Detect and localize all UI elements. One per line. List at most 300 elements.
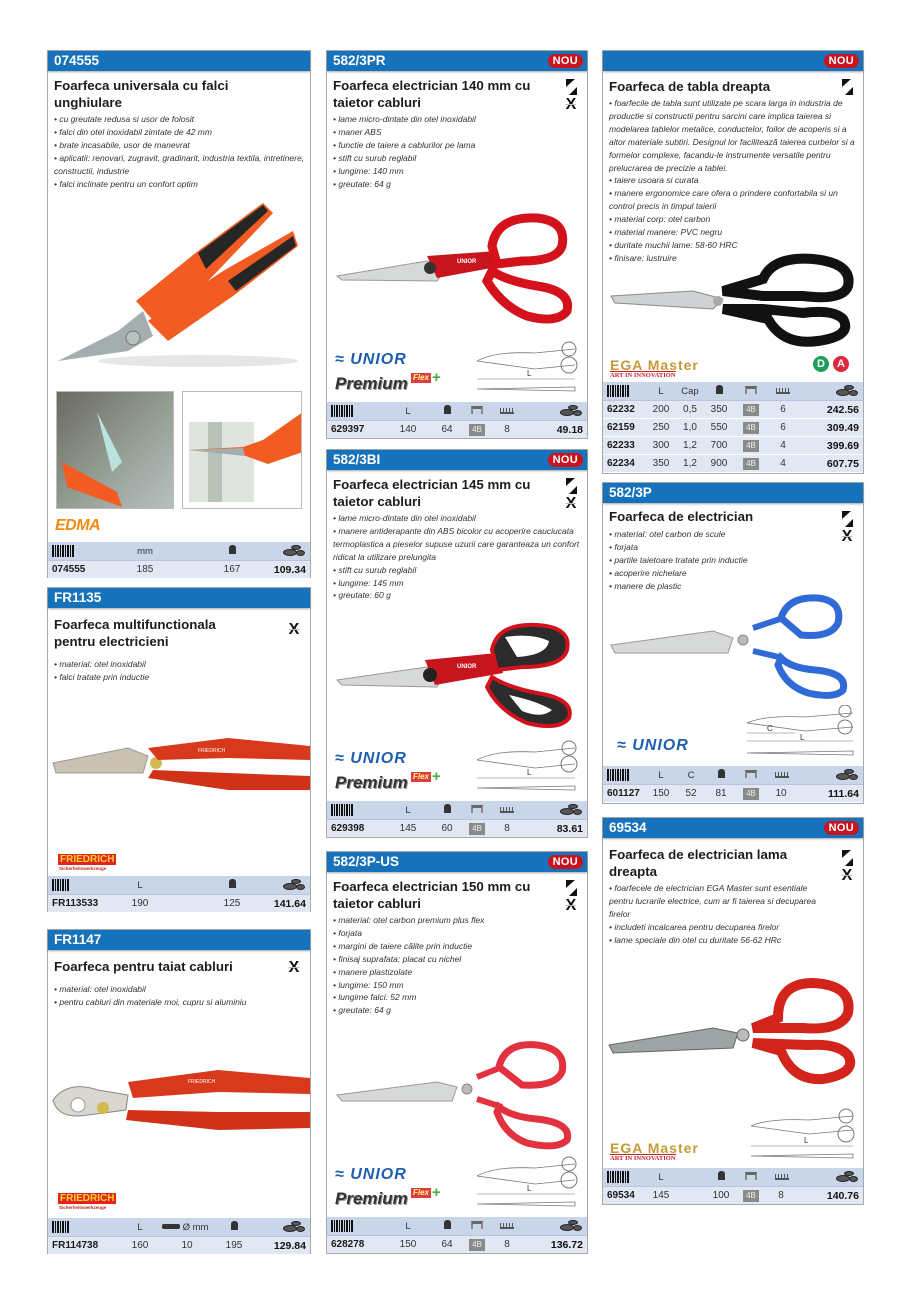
usage-photo-insulation <box>56 391 174 509</box>
product-title: Foarfeca electrician 145 mm cu taietor cabluri <box>333 477 531 509</box>
product-code-header <box>48 930 310 950</box>
feature-item: • forjata <box>333 927 362 938</box>
feature-item: • brate incasabile, usor de manevrat <box>54 139 190 150</box>
brand-logo-unior: ≈ UNIOR <box>617 737 689 754</box>
price-value: 129.84 <box>273 1239 306 1252</box>
feature-item: • includeti incalcarea pentru decuparea firelor <box>609 921 780 932</box>
length-value: 140 <box>399 424 417 435</box>
length-value: 250 <box>652 422 670 433</box>
feature-item: • foarfecile de tabla sunt utilizate pe scara larga in industria de productie si constructii pentru sarcini care implica taierea si modelarea tablelor metalice, conductelor, foilor de acoperis si a altor materiale subtiri. Designul lor faciliteazã taierea curbelor si a formelor complexe, facandu-le instrumente versatile pentru prelucrarea de precizie a tablei. <box>609 98 855 173</box>
product-code: 582/3P-US <box>333 854 400 869</box>
barcode-icon <box>331 1220 353 1232</box>
spec-table-row <box>48 1236 310 1254</box>
product-card-fr1135 <box>47 587 311 912</box>
barcode-icon <box>607 769 629 781</box>
product-image-scissors <box>48 718 310 828</box>
spec-icons <box>839 79 855 95</box>
package-value <box>467 823 487 835</box>
new-badge: NOU <box>824 54 859 68</box>
package-icon <box>469 1221 485 1232</box>
spec-table-row <box>327 1235 587 1253</box>
weight-icon <box>226 879 238 891</box>
feature-list <box>609 528 861 593</box>
dimension-diagram <box>749 1108 859 1163</box>
product-code: FR1135 <box>54 590 102 605</box>
package-value <box>741 1190 761 1202</box>
package-icon <box>743 770 759 781</box>
spec-icons <box>286 622 302 638</box>
weight-icon <box>228 1221 240 1233</box>
product-card-tabla-dreapta <box>602 50 864 474</box>
product-card-074555 <box>47 50 311 578</box>
product-card-69534 <box>602 817 864 1205</box>
package-badge: 4B <box>469 823 485 835</box>
weight-value: 350 <box>710 404 728 415</box>
feature-list <box>54 113 306 190</box>
feature-item: • stift cu surub reglabil <box>333 152 417 163</box>
capacity-value: 0,5 <box>683 404 697 415</box>
feature-item: • greutate: 64 g <box>333 1005 391 1016</box>
dimension-diagram <box>475 740 583 795</box>
feature-item: • pentru cabluri din materiale moi, cupru si aluminiu <box>54 996 247 1007</box>
svg-text:L: L <box>527 369 532 378</box>
article-code: 601127 <box>607 788 640 799</box>
feature-item: • partile taietoare tratate prin inductie <box>609 554 748 565</box>
product-image-tin-snips <box>603 251 863 351</box>
feature-item: • material: otel carbon de scule <box>609 529 726 539</box>
spec-table-row <box>603 454 863 472</box>
feature-item: • lungime falci: 52 mm <box>333 992 417 1003</box>
svg-text:L: L <box>527 768 532 777</box>
product-image-scissors <box>327 615 587 735</box>
price-icon <box>283 878 305 891</box>
weight-icon <box>713 385 725 397</box>
feature-list <box>333 512 585 602</box>
package-value <box>741 788 761 800</box>
brand-logo-edma: EDMA <box>55 517 101 534</box>
brand-tagline: Sicherheitswerkzeuge <box>59 1205 107 1210</box>
price-icon <box>836 1170 858 1183</box>
article-code: FR113533 <box>52 898 99 909</box>
feature-item: • lungime: 145 mm <box>333 577 404 588</box>
feature-item: • cu greutate redusa si usor de folosit <box>54 114 194 124</box>
cut-corner-icon <box>565 79 577 95</box>
weight-value: 550 <box>710 422 728 433</box>
weight-icon <box>715 769 727 781</box>
barcode-icon <box>607 385 629 397</box>
feature-list <box>333 113 585 190</box>
not-insulated-icon: X <box>565 495 577 512</box>
quantity-value: 4 <box>780 440 786 451</box>
article-code: 62233 <box>607 440 635 451</box>
product-card-582-3p <box>602 482 864 804</box>
weight-value: 900 <box>710 458 728 469</box>
product-code-header <box>603 483 863 503</box>
brand-name: UNIOR <box>350 1166 407 1183</box>
package-icon <box>469 406 485 417</box>
new-badge: NOU <box>824 821 859 835</box>
package-badge: 4B <box>743 788 759 800</box>
length-value: 350 <box>652 458 670 469</box>
quantity-value: 8 <box>504 424 510 435</box>
weight-icon <box>441 1220 453 1232</box>
package-badge: 4B <box>743 1190 759 1202</box>
feature-item: • material corp: otel carbon <box>609 214 711 225</box>
barcode-icon <box>52 879 70 891</box>
spec-table-row <box>603 1186 863 1204</box>
feature-item: • lame speciale din otel cu duritate 56-62 HRc <box>609 934 782 945</box>
feature-item: • duritate muchii lame: 58-60 HRC <box>609 239 738 250</box>
spec-table-header <box>48 542 310 560</box>
feature-item: • finisaj suprafata: placat cu nichel <box>333 953 462 964</box>
article-code: 62232 <box>607 404 635 415</box>
price-icon <box>560 803 582 816</box>
product-image-scissors <box>603 593 863 703</box>
feature-item: • lame micro-dintate din otel inoxidabil <box>333 114 476 124</box>
feature-item: • acoperire nichelare <box>609 567 687 578</box>
price-value: 242.56 <box>826 403 859 416</box>
package-badge: 4B <box>743 404 759 416</box>
feature-item: • falci tratate prin inductie <box>54 671 150 682</box>
svg-text:FRIEDRICH: FRIEDRICH <box>198 748 226 754</box>
feature-item: • material: otel carbon premium plus flex <box>333 915 485 925</box>
article-code: 629397 <box>331 424 365 435</box>
feature-item: • material: otel inoxidabil <box>54 984 146 994</box>
weight-icon <box>715 1171 727 1183</box>
package-value <box>741 440 761 452</box>
price-value: 141.64 <box>273 897 306 910</box>
dimension-diagram <box>475 1156 583 1211</box>
barcode-icon <box>331 405 353 417</box>
weight-value: 100 <box>712 1190 730 1201</box>
product-code: 582/3BI <box>333 452 381 467</box>
spec-table-row <box>603 418 863 436</box>
feature-list <box>609 97 861 265</box>
weight-icon <box>441 405 453 417</box>
cut-corner-icon <box>841 850 853 866</box>
weight-value: 64 <box>441 424 453 435</box>
product-title: Foarfeca de electrician <box>609 509 754 524</box>
barcode-icon <box>52 545 74 557</box>
c-value: 52 <box>685 788 697 799</box>
diameter-label: Ø mm <box>182 1221 209 1233</box>
diameter-value: 10 <box>181 1240 193 1251</box>
svg-text:FRIEDRICH: FRIEDRICH <box>188 1079 216 1085</box>
package-icon <box>743 1172 759 1183</box>
dimension-diagram <box>745 705 859 760</box>
product-code-header <box>603 51 863 71</box>
product-code: 69534 <box>609 820 647 835</box>
price-value: 49.18 <box>556 423 583 436</box>
usage-photo-profile <box>182 391 302 509</box>
spec-table-header <box>603 1168 863 1186</box>
new-badge: NOU <box>548 855 583 869</box>
feature-item: • manere ergonomice care ofera o prindere confortabila si un control precis in timpul taierii <box>609 188 838 212</box>
capacity-value: 1,2 <box>683 458 697 469</box>
spec-table-row <box>327 819 587 837</box>
brand-name: UNIOR <box>632 737 689 754</box>
spec-table-header <box>603 766 863 784</box>
price-icon <box>836 384 858 397</box>
plus-icon: + <box>432 1184 441 1201</box>
spec-table-header <box>327 1217 587 1235</box>
price-value: 140.76 <box>826 1189 859 1202</box>
length-value: 150 <box>652 788 670 799</box>
cut-corner-icon <box>841 79 853 95</box>
package-icon <box>743 386 759 397</box>
brand-logo-friedrich: FRIEDRICH <box>60 1193 115 1204</box>
length-column-header: L <box>658 385 664 397</box>
spec-icons <box>563 880 579 914</box>
quantity-icon <box>498 406 516 417</box>
feature-item: • foarfecele de electrician EGA Master sunt esentiale pentru lucrarile electrice, cum ar fi taierea si decuparea firelor <box>609 883 816 919</box>
product-code-header <box>603 818 863 838</box>
premium-flex-logo: Premium <box>335 773 408 792</box>
feature-item: • material: otel inoxidabil <box>54 659 146 669</box>
feature-item: • maner ABS <box>333 126 382 137</box>
product-image-scissors <box>327 206 587 336</box>
flex-badge: Flex <box>413 772 430 781</box>
brand-logo-unior: ≈ UNIOR <box>335 351 407 368</box>
feature-item: • functie de taiere a cablurilor pe lama <box>333 139 476 150</box>
package-badge: 4B <box>743 458 759 470</box>
quantity-icon <box>498 1221 516 1232</box>
length-value: 200 <box>652 404 670 415</box>
feature-item: • forjata <box>609 541 638 552</box>
length-value: 190 <box>131 898 149 909</box>
diameter-column-header <box>160 1222 210 1233</box>
package-value <box>467 424 487 436</box>
length-column-header: L <box>137 879 143 891</box>
cut-corner-icon <box>841 511 853 527</box>
flex-badge: Flex <box>413 373 430 382</box>
flex-badge: Flex <box>413 1188 430 1197</box>
brand-name: UNIOR <box>350 750 407 767</box>
quantity-value: 8 <box>778 1190 784 1201</box>
quantity-value: 4 <box>780 458 786 469</box>
not-insulated-icon: X <box>565 897 577 914</box>
feature-item: • stift cu surub reglabil <box>333 564 417 575</box>
spec-table-row <box>603 784 863 802</box>
svg-text:L: L <box>800 733 805 742</box>
product-image-scissors <box>603 973 863 1098</box>
premium-flex-logo: Premium <box>335 374 408 393</box>
brand-logo-unior: ≈ UNIOR <box>335 1166 407 1183</box>
product-code: 582/3P <box>609 485 652 500</box>
feature-list <box>54 658 306 684</box>
svg-text:L: L <box>804 1136 809 1145</box>
length-column-header: L <box>658 1171 664 1183</box>
spec-icons <box>286 960 302 976</box>
feature-item: • margini de taiere călite prin inductie <box>333 940 473 951</box>
length-value: 185 <box>136 564 154 575</box>
brand-tagline: ART IN INNOVATION <box>610 1155 676 1162</box>
not-insulated-icon: X <box>288 959 300 976</box>
cut-corner-icon <box>565 478 577 494</box>
spec-table-header <box>327 801 587 819</box>
price-value: 109.34 <box>273 563 306 576</box>
length-column-header: L <box>658 769 664 781</box>
feature-item: • manere plastizolate <box>333 966 413 977</box>
spec-table-row <box>603 400 863 418</box>
weight-value: 700 <box>710 440 728 451</box>
new-badge: NOU <box>548 453 583 467</box>
quantity-value: 6 <box>780 404 786 415</box>
product-code-header <box>327 450 587 470</box>
brand-logo-friedrich: FRIEDRICH <box>60 854 115 865</box>
package-value <box>741 422 761 434</box>
price-value: 83.61 <box>556 822 583 835</box>
svg-text:L: L <box>527 1184 532 1193</box>
product-card-582-3bi <box>326 449 588 838</box>
feature-item: • greutate: 60 g <box>333 590 391 601</box>
length-column-header: L <box>137 1221 143 1233</box>
product-image-cable-cutter <box>48 1050 310 1160</box>
package-value <box>741 458 761 470</box>
weight-value: 64 <box>441 1239 453 1250</box>
article-code: 074555 <box>52 564 86 575</box>
quantity-icon <box>773 1172 791 1183</box>
product-code: FR1147 <box>54 932 102 947</box>
article-code: 69534 <box>607 1190 635 1201</box>
c-column-header: C <box>687 769 695 781</box>
spec-table-header <box>48 876 310 894</box>
brand-tagline: Sicherheitswerkzeuge <box>59 866 107 871</box>
product-code-header <box>327 51 587 71</box>
weight-value: 125 <box>223 898 241 909</box>
product-code-header <box>327 852 587 872</box>
product-card-582-3p-us <box>326 851 588 1254</box>
length-value: 160 <box>131 1240 149 1251</box>
length-column-header: L <box>405 1220 411 1232</box>
article-code: 62234 <box>607 458 635 469</box>
package-icon <box>469 805 485 816</box>
capacity-column-header: Cap <box>681 385 699 397</box>
quantity-value: 6 <box>780 422 786 433</box>
feature-item: • greutate: 64 g <box>333 178 391 189</box>
product-code: 582/3PR <box>333 53 386 68</box>
length-column-header: L <box>405 804 411 816</box>
quantity-value: 8 <box>504 1239 510 1250</box>
quantity-icon <box>498 805 516 816</box>
price-value: 136.72 <box>550 1238 583 1251</box>
product-title: Foarfeca electrician 140 mm cu taietor cabluri <box>333 78 531 110</box>
price-icon <box>836 768 858 781</box>
length-value: 145 <box>652 1190 670 1201</box>
capacity-value: 1,0 <box>683 422 697 433</box>
quantity-icon <box>773 770 791 781</box>
product-card-fr1147 <box>47 929 311 1254</box>
plus-icon: + <box>432 369 441 386</box>
product-title: Foarfeca universala cu falci unghiulare <box>54 78 229 110</box>
package-value <box>741 404 761 416</box>
barcode-icon <box>607 1171 629 1183</box>
price-icon <box>560 1219 582 1232</box>
barcode-icon <box>331 804 353 816</box>
weight-value: 60 <box>441 823 453 834</box>
package-badge: 4B <box>469 1239 485 1251</box>
spec-icons <box>839 511 855 545</box>
spec-icons <box>563 478 579 512</box>
price-icon <box>560 404 582 417</box>
spec-table-row <box>603 436 863 454</box>
badge-d: D <box>813 356 829 372</box>
feature-list <box>54 983 306 1009</box>
price-value: 309.49 <box>826 421 859 434</box>
weight-icon <box>441 804 453 816</box>
quantity-value: 10 <box>775 788 787 799</box>
brand-logo-ega-master: EGA Master <box>610 357 699 373</box>
price-icon <box>283 544 305 557</box>
brand-logo-ega-master: EGA Master <box>610 1140 699 1156</box>
product-code: 074555 <box>54 53 100 68</box>
svg-text:UNIOR: UNIOR <box>457 664 477 670</box>
feature-item: • material manere: PVC negru <box>609 227 723 238</box>
package-value <box>467 1239 487 1251</box>
brand-logo-unior: ≈ UNIOR <box>335 750 407 767</box>
length-value: 145 <box>399 823 417 834</box>
weight-value: 81 <box>715 788 727 799</box>
feature-item: • manere antiderapante din ABS bicolor cu acoperire cauciucata termoplastica a pieselor supuse uzurii care garanteaza un confort ridicat la utilizare prelungita <box>333 525 580 562</box>
package-badge: 4B <box>743 422 759 434</box>
weight-value: 167 <box>223 564 241 575</box>
product-title: Foarfeca electrician 150 mm cu taietor cabluri <box>333 879 531 911</box>
cable-icon <box>162 1224 180 1229</box>
brand-tagline: ART IN INNOVATION <box>610 372 676 379</box>
article-code: 629398 <box>331 823 365 834</box>
product-image-pliers <box>48 191 310 391</box>
product-card-582-3pr <box>326 50 588 439</box>
feature-item: • manere de plastic <box>609 580 682 591</box>
spec-table-row <box>48 894 310 912</box>
svg-text:UNIOR: UNIOR <box>457 259 477 265</box>
quantity-value: 8 <box>504 823 510 834</box>
price-value: 399.69 <box>826 439 859 452</box>
price-value: 607.75 <box>826 457 859 470</box>
product-title: Foarfeca de electrician lama dreapta <box>609 847 788 879</box>
weight-icon <box>226 545 238 557</box>
barcode-icon <box>52 1221 70 1233</box>
length-value: 300 <box>652 440 670 451</box>
product-code-header <box>48 588 310 608</box>
svg-text:C: C <box>767 724 773 733</box>
product-image-scissors <box>327 1037 587 1152</box>
feature-item: • lungime: 140 mm <box>333 165 404 176</box>
package-badge: 4B <box>743 440 759 452</box>
feature-list <box>333 914 585 1017</box>
feature-item: • falci din otel inoxidabil zimtate de 42 mm <box>54 126 212 137</box>
length-column-header: L <box>405 405 411 417</box>
spec-table-header <box>603 382 863 400</box>
feature-item: • aplicatii: renovari, zugravit, gradinarit, industria textila, intretinere, constructii, industrie <box>54 152 305 176</box>
cut-corner-icon <box>565 880 577 896</box>
product-title: Foarfeca de tabla dreapta <box>609 79 771 94</box>
feature-list <box>609 882 831 947</box>
plus-icon: + <box>432 768 441 785</box>
weight-value: 195 <box>225 1240 243 1251</box>
article-code: 628278 <box>331 1239 365 1250</box>
feature-item: • finisare: lustruire <box>609 252 677 263</box>
not-insulated-icon: X <box>565 96 577 113</box>
product-title: Foarfeca multifunctionala pentru electricieni <box>54 617 216 649</box>
spec-icons <box>563 79 579 113</box>
price-icon <box>283 1220 305 1233</box>
quantity-icon <box>774 386 792 397</box>
feature-item: • falci inclinate pentru un confort optim <box>54 178 198 189</box>
length-value: 150 <box>399 1239 417 1250</box>
dimension-diagram <box>475 341 583 396</box>
brand-name: UNIOR <box>350 351 407 368</box>
